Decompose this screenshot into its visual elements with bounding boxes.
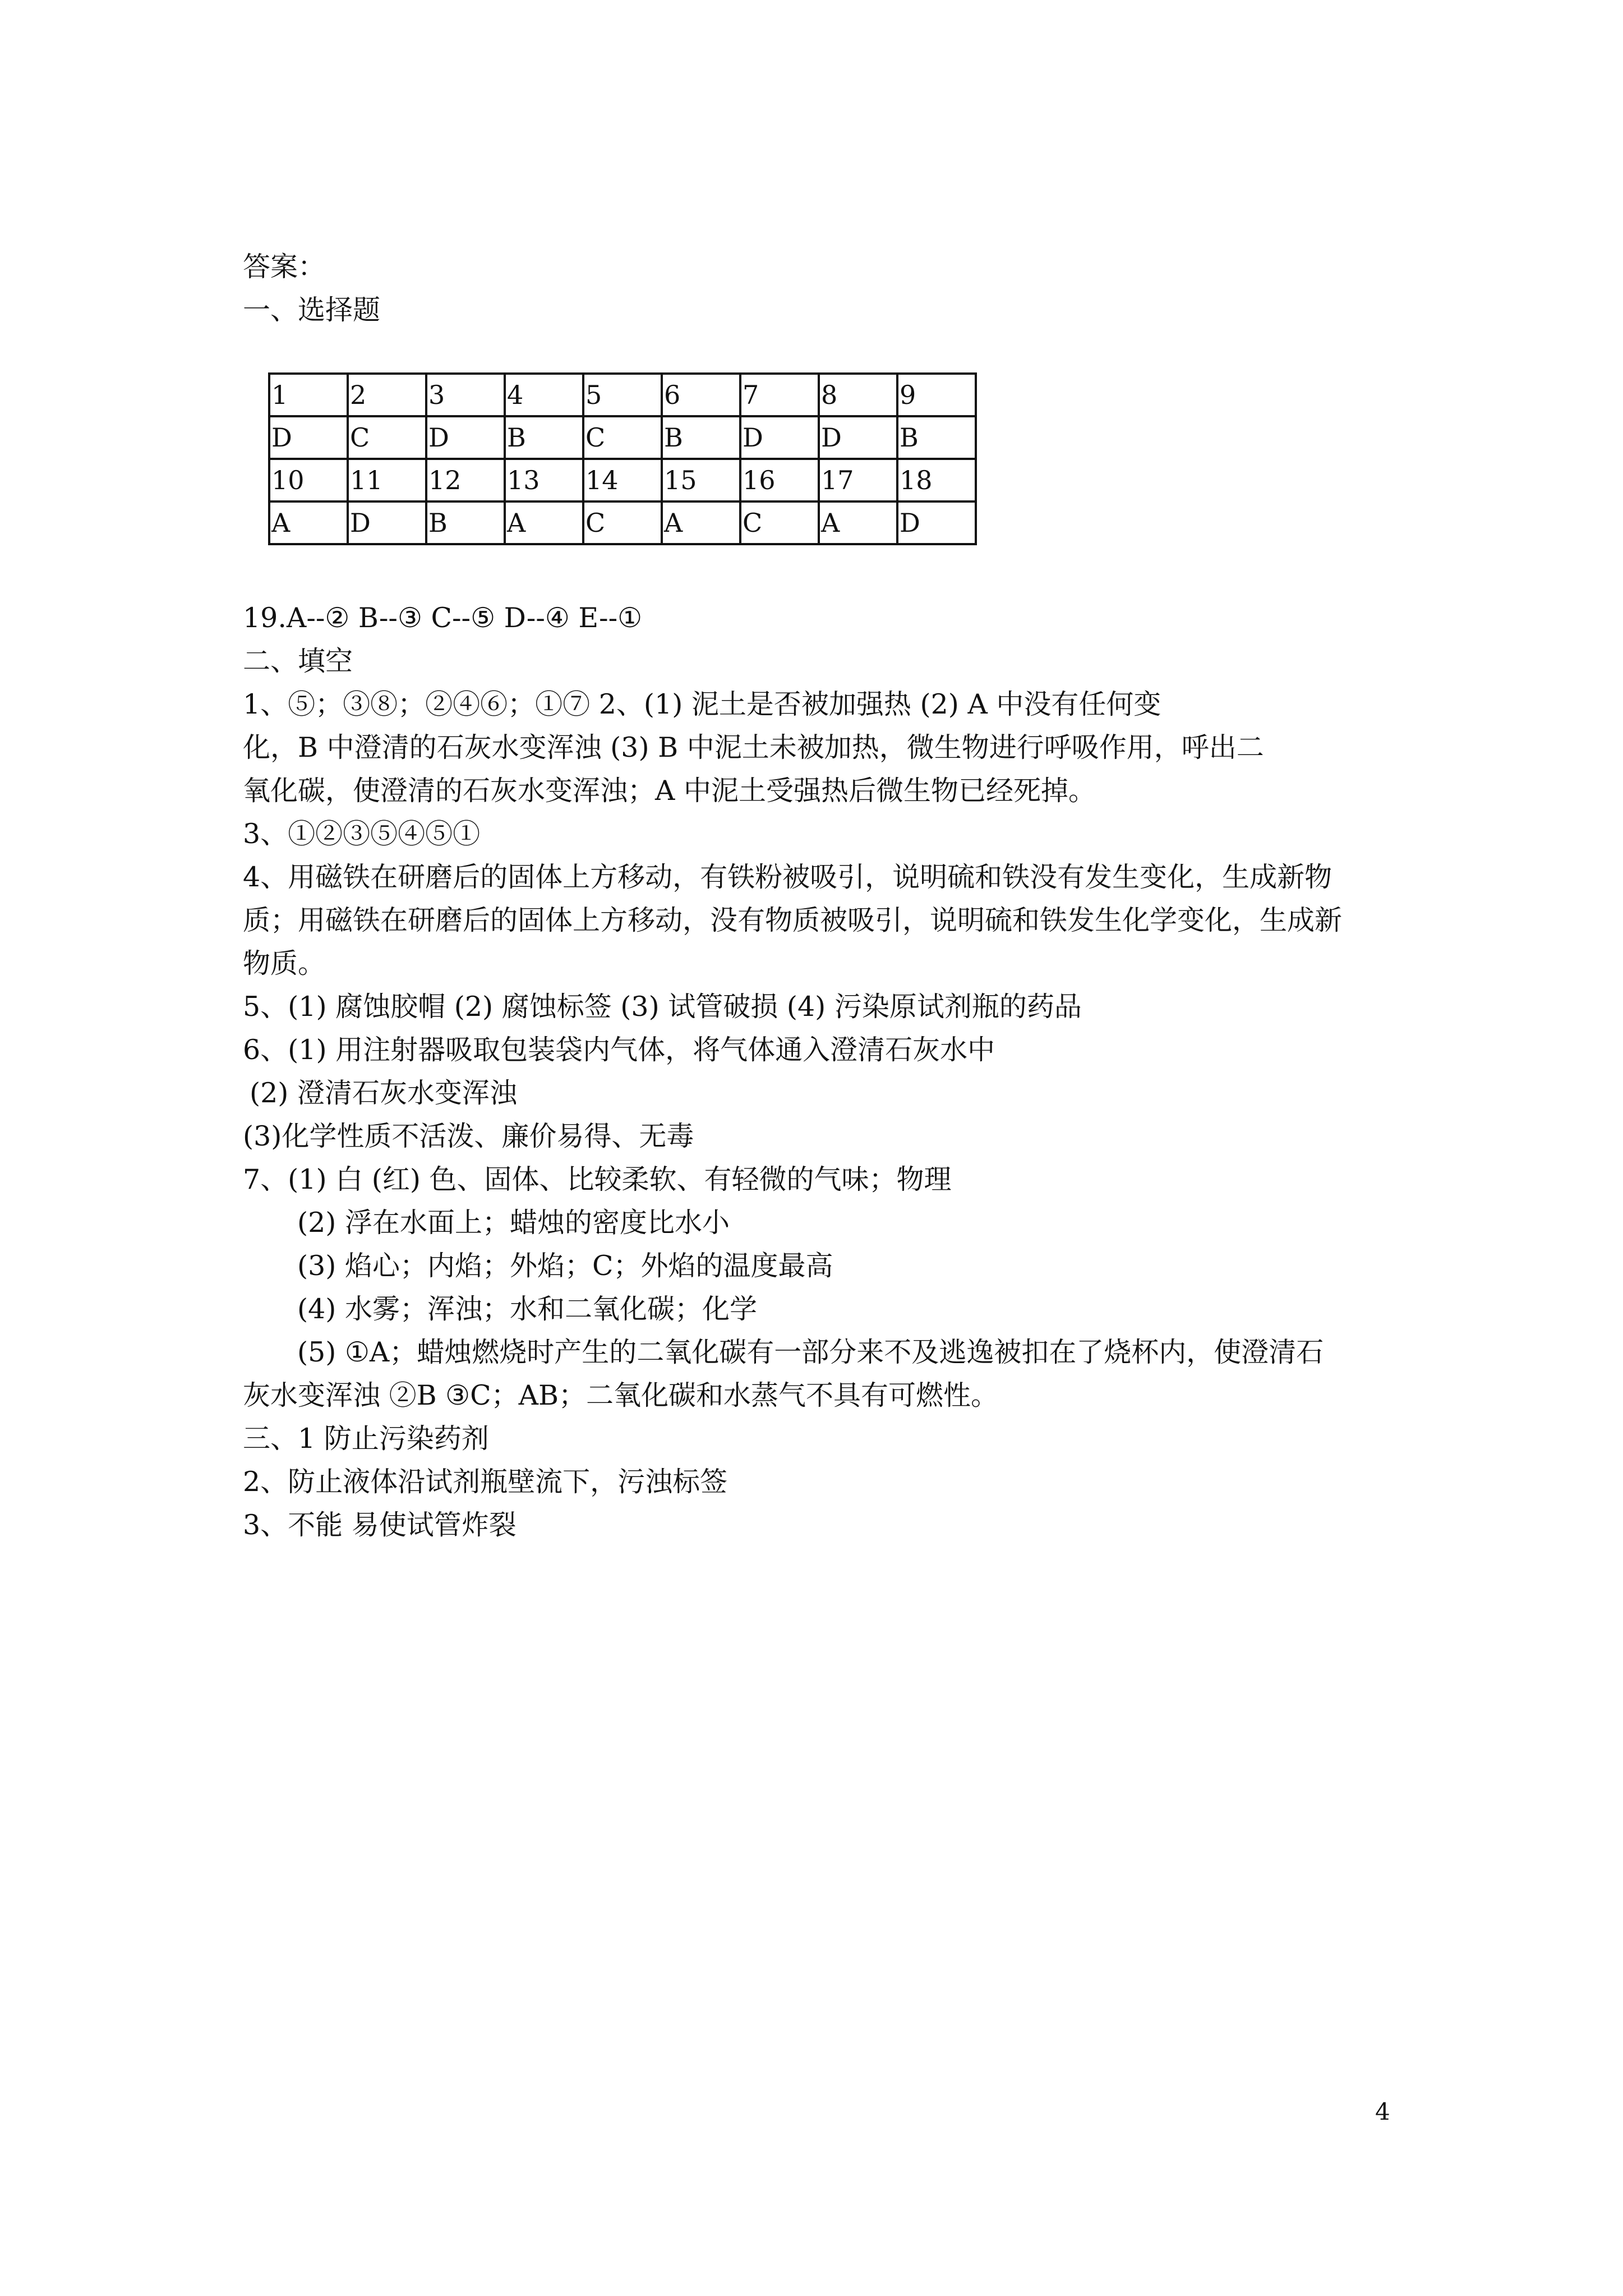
section-3-line: 3、不能 易使试管炸裂 <box>243 1509 517 1541</box>
table-cell: 1 <box>269 374 348 416</box>
text-line: (2) 浮在水面上；蜡烛的密度比水小 <box>297 1207 730 1239</box>
question-19-answer: 19.A--② B--③ C--⑤ D--④ E--① <box>243 602 643 634</box>
table-cell: 11 <box>348 459 426 501</box>
table-cell: A <box>662 501 740 544</box>
answer-heading: 答案： <box>243 251 326 283</box>
text-line: 氧化碳，使澄清的石灰水变浑浊；A 中泥土受强热后微生物已经死掉。 <box>243 775 1096 807</box>
table-row <box>269 459 976 501</box>
table-cell: 18 <box>897 459 976 501</box>
table-cell: 17 <box>819 459 897 501</box>
table-cell: 8 <box>819 374 897 416</box>
table-cell: 13 <box>505 459 583 501</box>
table-cell: 10 <box>269 459 348 501</box>
table-cell: A <box>269 501 348 544</box>
text-line: (3)化学性质不活泼、廉价易得、无毒 <box>243 1120 694 1152</box>
text-line: 化，B 中澄清的石灰水变浑浊 (3) B 中泥土未被加热，微生物进行呼吸作用，呼出二 <box>243 731 1264 763</box>
table-cell: D <box>819 416 897 459</box>
table-cell: B <box>662 416 740 459</box>
table-cell: 4 <box>505 374 583 416</box>
table-cell: 9 <box>897 374 976 416</box>
text-line: 5、(1) 腐蚀胶帽 (2) 腐蚀标签 (3) 试管破损 (4) 污染原试剂瓶的药品 <box>243 991 1082 1023</box>
table-cell: 15 <box>662 459 740 501</box>
table-cell: C <box>583 416 662 459</box>
table-cell: 7 <box>740 374 819 416</box>
text-line: (5) ①A；蜡烛燃烧时产生的二氧化碳有一部分来不及逃逸被扣在了烧杯内，使澄清石 <box>297 1336 1324 1368</box>
text-line: 质；用磁铁在研磨后的固体上方移动，没有物质被吸引，说明硫和铁发生化学变化，生成新 <box>243 904 1343 936</box>
table-row <box>269 501 976 544</box>
table-cell: 5 <box>583 374 662 416</box>
table-row <box>269 416 976 459</box>
table-cell: A <box>819 501 897 544</box>
table-cell: C <box>740 501 819 544</box>
table-cell: D <box>269 416 348 459</box>
table-cell: 2 <box>348 374 426 416</box>
section-1-title: 一、选择题 <box>243 294 381 326</box>
page-number: 4 <box>1375 2098 1390 2125</box>
table-cell: 14 <box>583 459 662 501</box>
answer-table <box>268 372 977 545</box>
table-cell: C <box>583 501 662 544</box>
text-line: 7、(1) 白 (红) 色、固体、比较柔软、有轻微的气味；物理 <box>243 1163 952 1195</box>
table-cell: 12 <box>426 459 505 501</box>
text-line: (4) 水雾；浑浊；水和二氧化碳；化学 <box>297 1293 757 1325</box>
text-line: 3、①②③⑤④⑤① <box>243 818 481 850</box>
section-3-line: 2、防止液体沿试剂瓶壁流下，污浊标签 <box>243 1466 728 1498</box>
text-line: 物质。 <box>243 947 326 979</box>
table-cell: D <box>897 501 976 544</box>
table-cell: 16 <box>740 459 819 501</box>
table-cell: A <box>505 501 583 544</box>
text-line: 4、用磁铁在研磨后的固体上方移动，有铁粉被吸引，说明硫和铁没有发生变化，生成新物 <box>243 861 1332 893</box>
section-3-line: 三、1 防止污染药剂 <box>243 1423 489 1455</box>
table-cell: B <box>426 501 505 544</box>
text-line: 1、⑤；③⑧；②④⑥；①⑦ 2、(1) 泥土是否被加强热 (2) A 中没有任何变 <box>243 688 1161 720</box>
table-row <box>269 374 976 416</box>
table-cell: D <box>426 416 505 459</box>
text-line: (2) 澄清石灰水变浑浊 <box>250 1077 517 1109</box>
text-line: 灰水变浑浊 ②B ③C；AB；二氧化碳和水蒸气不具有可燃性。 <box>243 1379 998 1411</box>
table-cell: B <box>897 416 976 459</box>
text-line: 6、(1) 用注射器吸取包装袋内气体，将气体通入澄清石灰水中 <box>243 1034 995 1066</box>
table-cell: D <box>348 501 426 544</box>
table-cell: 3 <box>426 374 505 416</box>
table-cell: D <box>740 416 819 459</box>
table-cell: C <box>348 416 426 459</box>
section-2-title: 二、填空 <box>243 645 353 677</box>
table-cell: B <box>505 416 583 459</box>
text-line: (3) 焰心；内焰；外焰；C；外焰的温度最高 <box>297 1250 833 1282</box>
table-cell: 6 <box>662 374 740 416</box>
